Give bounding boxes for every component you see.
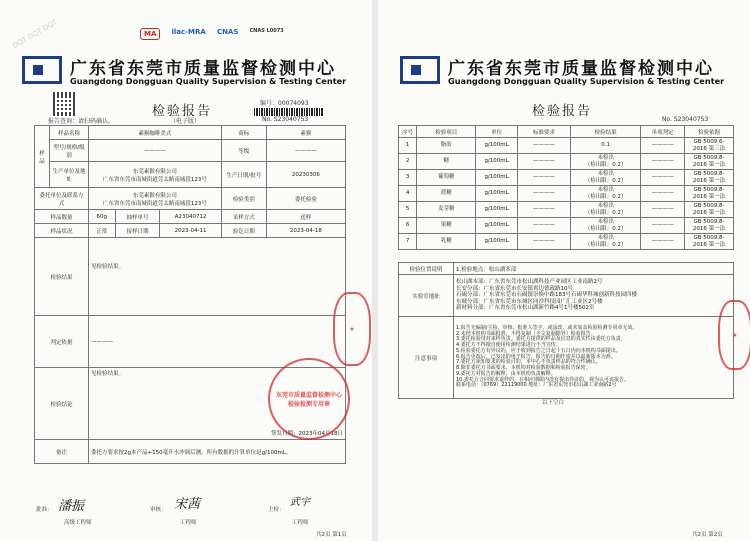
page-number: 共2页 第1页 <box>316 532 347 538</box>
table-cell: 脂肪 <box>417 138 476 154</box>
column-header: 标准要求 <box>518 126 571 138</box>
label-cell: 验讫日期 <box>221 224 266 238</box>
approver-signature: 潘振 <box>58 499 85 514</box>
table-cell: 6 <box>399 218 417 234</box>
report-title: 检验报告 <box>152 104 213 119</box>
table-cell: ———— <box>518 170 571 186</box>
report-title: 检验报告 <box>532 104 593 119</box>
table-cell: 未检出 （检出限：0.2） <box>570 218 641 234</box>
page-header <box>0 52 372 94</box>
label-cell: 等级 <box>221 140 266 162</box>
official-seal-stamp: 东莞市质量监督检测中心 检验检测专用章 <box>268 358 350 440</box>
table-cell: ———— <box>641 154 685 170</box>
label-cell: 注意事项 <box>399 317 454 399</box>
label-cell: 接样日期 <box>115 224 160 238</box>
org-title-en: Guangdong Dongguan Quality Supervision & Testing Center <box>448 76 725 86</box>
table-cell: ———— <box>518 138 571 154</box>
report-number: No. S23040753 <box>262 116 309 123</box>
value-cell: 2023-04-11 <box>160 224 221 238</box>
table-cell: g/100mL <box>476 202 518 218</box>
table-cell: GB 5009.8-2016 第一法 <box>684 170 733 186</box>
page-header <box>378 52 750 94</box>
tester-label: 主检： <box>268 507 285 513</box>
label-cell: 检验类别 <box>221 188 266 210</box>
table-cell: 0.1 <box>570 138 641 154</box>
table-cell: g/100mL <box>476 170 518 186</box>
column-header: 检验依据 <box>684 126 733 138</box>
value-cell: 正常 <box>89 224 116 238</box>
dqt-logo-icon <box>22 56 62 84</box>
label-cell: 判定依据 <box>35 316 89 368</box>
value-cell: 60g <box>89 210 116 224</box>
value-cell: 1.报告无编制/主检、审核、批准人签字、或涂改，或未加盖检验检测专用章无效。 2.未经本机构书面批准，不得复制（全文复制除外）检验报告。 3.委托检验仅对来样负责。委托方提供的样品及信息的真实性由委托方负责。 4.委托方不得擅自使用检测结果进行不当宣传。 5.检验委托方有异议的，应于收到报告之日起十五日内向本机构书面提出。 6.报告更改后，已发出的电子报告，报告的日期作废并以最新版本为准。 7.委托方须知要求的检验目的，本中心不负责样品的符合性确认。 8.除非委托方书面要求，本机构对检验数据和检验报告保密。 9.委托方对报告的解释，由本机构负责解释。 10.委托方合同要求退样的，在相应期限内没有提出异议的，视为认可该报告。 联系电话：（0769）22119000 地址：广东省东莞市松山湖工业南路2号 <box>454 317 734 399</box>
column-header: 检验结果 <box>570 126 641 138</box>
report-page-2 <box>378 0 750 541</box>
table-row <box>399 186 734 202</box>
table-cell: 未检出 （检出限：0.2） <box>570 186 641 202</box>
label-cell: 商标 <box>221 126 266 140</box>
inquiry-note: 报告查询：请扫码确认。 <box>48 118 115 125</box>
label-cell: 样品状况 <box>35 224 89 238</box>
report-number: No. S23040753 <box>662 116 709 123</box>
report-page-1 <box>0 0 372 541</box>
table-row <box>399 202 734 218</box>
cma-icon: MA <box>140 28 160 40</box>
table-cell: 未检出 （检出限：0.2） <box>570 170 641 186</box>
value-cell: 见检验结果。 <box>89 238 346 316</box>
table-cell: ———— <box>641 138 685 154</box>
table-cell: ———— <box>641 170 685 186</box>
ilac-icon: ilac-MRA <box>171 28 206 36</box>
table-cell: 7 <box>399 234 417 250</box>
sample-group-cell: 样 品 <box>35 126 50 188</box>
value-cell: 素猴 <box>266 126 345 140</box>
table-cell: ———— <box>518 154 571 170</box>
table-cell: ———— <box>518 218 571 234</box>
reviewer-label: 审核： <box>150 507 167 513</box>
table-cell: 4 <box>399 186 417 202</box>
table-cell: ———— <box>641 234 685 250</box>
value-cell: 东莞素猴有限公司 广东省东莞市南城街道莞太路南城段123号 <box>89 162 222 188</box>
label-cell: 采样方式 <box>221 210 266 224</box>
value-cell: 20230306 <box>266 162 345 188</box>
value-cell: ———— <box>89 316 346 368</box>
column-header: 检验项目 <box>417 126 476 138</box>
table-cell: g/100mL <box>476 186 518 202</box>
value-cell: 委托方要求按2g本产品+150毫升水冲调后测，所有数据的计算单位是g/100mL。 <box>89 440 346 464</box>
qr-code-icon <box>53 92 77 116</box>
cnas-number: CNAS L0073 <box>249 28 284 34</box>
column-header: 单位 <box>476 126 518 138</box>
barcode-icon <box>254 108 324 116</box>
results-body <box>399 138 734 250</box>
label-cell: 委托单位及联系方式 <box>35 188 89 210</box>
label-cell: 检验位置说明 <box>399 263 454 275</box>
org-title-cn: 广东省东莞市质量监督检测中心 <box>448 59 714 79</box>
table-cell: 未检出 （检出限：0.2） <box>570 234 641 250</box>
table-cell: ———— <box>641 202 685 218</box>
column-header: 单项判定 <box>641 126 685 138</box>
org-title-en: Guangdong Dongguan Quality Supervision & Testing Center <box>70 76 347 86</box>
table-cell: 麦芽糖 <box>417 202 476 218</box>
table-row <box>399 234 734 250</box>
table-cell: g/100mL <box>476 138 518 154</box>
table-cell: 糖 <box>417 154 476 170</box>
value-cell: 素猴咖啡美式 <box>89 126 222 140</box>
value-cell: 1.检验地点：松山湖本部 <box>454 263 734 275</box>
value-cell: ———— <box>266 140 345 162</box>
table-row <box>399 218 734 234</box>
table-cell: 2 <box>399 154 417 170</box>
label-cell: 型号/规格/级别 <box>50 140 89 162</box>
table-header-row <box>399 126 734 138</box>
table-cell: g/100mL <box>476 234 518 250</box>
column-header: 序号 <box>399 126 417 138</box>
table-cell: GB 5009.8-2016 第一法 <box>684 202 733 218</box>
reviewer-title: 工程师 <box>180 520 197 526</box>
value-cell: A23040712 <box>160 210 221 224</box>
label-cell: 检验结论 <box>35 368 89 440</box>
table-cell: 5 <box>399 202 417 218</box>
table-cell: 乳糖 <box>417 234 476 250</box>
table-cell: GB 5009.8-2016 第一法 <box>684 234 733 250</box>
serial-number: 编号：00074093 <box>260 100 309 107</box>
end-blank-note: 以下空白 <box>542 400 565 406</box>
table-cell: ———— <box>518 186 571 202</box>
label-cell: 检验结果 <box>35 238 89 316</box>
dqt-logo-icon <box>400 56 440 84</box>
table-cell: ———— <box>518 202 571 218</box>
results-table <box>398 125 734 250</box>
page-number: 共2页 第2页 <box>692 532 723 538</box>
tester-signature: 武宇 <box>290 497 310 508</box>
value-cell: 委托检验 <box>266 188 345 210</box>
label-cell: 生产单位及地址 <box>50 162 89 188</box>
table-cell: 未检出 （检出限：0.2） <box>570 154 641 170</box>
table-cell: GB 5009.6-2016 第三法 <box>684 138 733 154</box>
approver-label: 批准： <box>36 507 53 513</box>
value-cell: 送样 <box>266 210 345 224</box>
value-cell: 2023-04-18 <box>266 224 345 238</box>
table-cell: 3 <box>399 170 417 186</box>
value-cell: 东莞素猴有限公司 广东省东莞市南城街道莞太路南城段123号 <box>89 188 222 210</box>
table-row <box>399 138 734 154</box>
table-row <box>399 170 734 186</box>
label-cell: 样品数量 <box>35 210 89 224</box>
table-cell: ———— <box>641 186 685 202</box>
info-table <box>398 262 734 399</box>
cnas-icon: CNAS <box>216 28 239 36</box>
tester-title: 工程师 <box>292 520 309 526</box>
approver-title: 高级工程师 <box>64 520 92 526</box>
table-cell: ———— <box>518 234 571 250</box>
watermark: DQT DQT DQT <box>11 18 59 50</box>
table-cell: 蔗糖 <box>417 186 476 202</box>
table-cell: GB 5009.8-2016 第一法 <box>684 186 733 202</box>
label-cell: 样品名称 <box>50 126 89 140</box>
table-cell: 未检出 （检出限：0.2） <box>570 202 641 218</box>
side-seal-stamp: ★ <box>718 300 750 370</box>
table-cell: 1 <box>399 138 417 154</box>
reviewer-signature: 宋茜 <box>174 497 201 512</box>
table-cell: ———— <box>641 218 685 234</box>
conclusion-text: 见检验结果。 <box>91 371 125 377</box>
label-cell: 实验室地址 <box>399 275 454 317</box>
label-cell: 生产日期/批号 <box>221 162 266 188</box>
value-cell: 松山湖本部：广东省东莞市松山湖科技产业园区工业南路2号 长安分部：广东省东莞市长安镇霄边德政路10号 石碣分部：广东省东莞市石碣镇崇焕中路183号石碣华科城创新科技园四楼 东城分部：广东省东莞市东城区同沙科技园广汇工业区2号楼 新材料分部：广东省东莞市松山湖新竹路4号1号楼502室 <box>454 275 734 317</box>
value-cell: ———— <box>89 140 222 162</box>
issue-date: 签发日期：2023年04月18日 <box>271 431 343 437</box>
edition-note: （电子版） <box>170 118 201 125</box>
table-cell: 果糖 <box>417 218 476 234</box>
table-cell: g/100mL <box>476 154 518 170</box>
table-cell: g/100mL <box>476 218 518 234</box>
table-row <box>399 154 734 170</box>
table-cell: GB 5009.8-2016 第一法 <box>684 154 733 170</box>
side-seal-stamp: ★ <box>333 292 371 366</box>
cert-logos <box>140 28 290 52</box>
label-cell: 抽样单号 <box>115 210 160 224</box>
table-cell: GB 5009.8-2016 第一法 <box>684 218 733 234</box>
label-cell: 备注 <box>35 440 89 464</box>
table-cell: 葡萄糖 <box>417 170 476 186</box>
org-title-cn: 广东省东莞市质量监督检测中心 <box>70 59 336 79</box>
